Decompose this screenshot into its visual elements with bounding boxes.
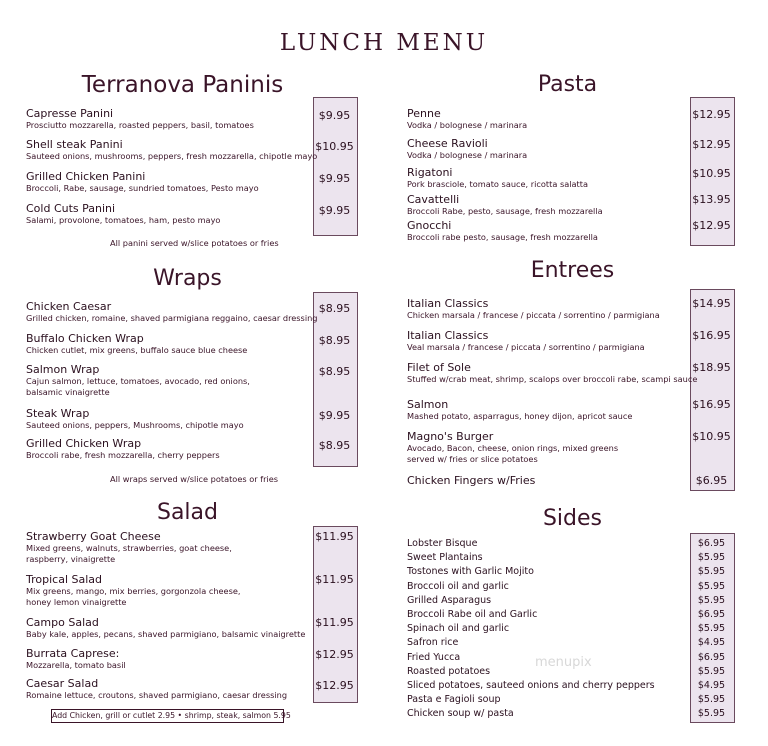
item-name: Campo Salad — [26, 616, 99, 629]
item-name: Penne — [407, 107, 441, 120]
menu-item — [26, 363, 250, 398]
menu-item — [407, 398, 632, 422]
item-name: Buffalo Chicken Wrap — [26, 332, 144, 345]
pasta-heading: Pasta — [537, 72, 598, 97]
sides-heading: Sides — [542, 506, 603, 531]
menu-item — [26, 202, 220, 226]
item-price: $11.95 — [315, 573, 354, 586]
side-item-name: Lobster Bisque — [407, 538, 478, 549]
side-item-name: Fried Yucca — [407, 652, 461, 663]
item-name: Tropical Salad — [26, 573, 102, 586]
entrees-price-column — [690, 289, 735, 491]
item-description: Romaine lettuce, croutons, shaved parmigiano, caesar dressing — [26, 690, 288, 700]
item-description: balsamic vinaigrette — [26, 387, 110, 397]
side-item-name: Spinach oil and garlic — [407, 623, 510, 634]
item-description: Chicken cutlet, mix greens, buffalo sauce blue cheese — [26, 345, 248, 355]
item-name: Chicken Caesar — [26, 300, 112, 313]
item-price: $11.95 — [315, 530, 354, 543]
item-name: Burrata Caprese: — [26, 647, 120, 660]
wraps-heading: Wraps — [153, 266, 222, 291]
side-item-price: $4.95 — [697, 637, 726, 648]
addon-note: Add Chicken, grill or cutlet 2.95 • shrimp, steak, salmon 5.95 — [51, 709, 284, 723]
item-price: $14.95 — [692, 297, 731, 310]
side-item-name: Roasted potatoes — [407, 666, 491, 677]
item-description: Vodka / bolognese / marinara — [407, 150, 528, 160]
item-name: Gnocchi — [407, 219, 452, 232]
item-description: Baby kale, apples, pecans, shaved parmigiano, balsamic vinaigrette — [26, 629, 306, 639]
side-item-price: $5.95 — [697, 581, 726, 592]
item-price: $8.95 — [318, 302, 351, 315]
item-description: Mozzarella, tomato basil — [26, 660, 126, 670]
side-item-price: $5.95 — [697, 566, 726, 577]
item-price: $11.95 — [315, 616, 354, 629]
item-price: $12.95 — [692, 138, 731, 151]
item-name: Capresse Panini — [26, 107, 114, 120]
item-description: Pork brasciole, tomato sauce, ricotta salatta — [407, 179, 588, 189]
side-item-price: $6.95 — [697, 538, 726, 549]
item-description: honey lemon vinaigrette — [26, 597, 127, 607]
item-description: Broccoli rabe pesto, sausage, fresh mozzarella — [407, 232, 598, 242]
item-description: Broccoli rabe, fresh mozzarella, cherry peppers — [26, 450, 220, 460]
menu-item — [26, 647, 126, 671]
item-name: Caesar Salad — [26, 677, 99, 690]
item-name: Salmon Wrap — [26, 363, 100, 376]
item-price: $12.95 — [692, 219, 731, 232]
item-description: Prosciutto mozzarella, roasted peppers, basil, tomatoes — [26, 120, 254, 130]
item-price: $8.95 — [318, 334, 351, 347]
side-item-price: $5.95 — [697, 623, 726, 634]
item-price: $12.95 — [315, 648, 354, 661]
item-price: $9.95 — [318, 109, 351, 122]
side-item-price: $5.95 — [697, 666, 726, 677]
item-description: Salami, provolone, tomatoes, ham, pesto mayo — [26, 215, 221, 225]
page-title: LUNCH MENU — [279, 30, 489, 56]
item-description: Sauteed onions, mushrooms, peppers, fresh mozzarella, chipotle mayo — [26, 151, 318, 161]
item-description: Cajun salmon, lettuce, tomatoes, avocado, red onions, — [26, 376, 250, 386]
menu-item — [26, 138, 317, 162]
side-item-name: Grilled Asparagus — [407, 595, 492, 606]
paninis-note: All panini served w/slice potatoes or fries — [110, 238, 279, 248]
side-item-price: $5.95 — [697, 694, 726, 705]
menu-item — [26, 530, 232, 565]
item-price: $16.95 — [692, 329, 731, 342]
side-item-name: Sweet Plantains — [407, 552, 483, 563]
menu-item — [26, 437, 220, 461]
salad-heading: Salad — [156, 500, 218, 525]
item-price: $9.95 — [318, 172, 351, 185]
menu-item — [26, 407, 244, 431]
item-price: $6.95 — [695, 474, 728, 487]
item-name: Cold Cuts Panini — [26, 202, 116, 215]
item-price: $9.95 — [318, 204, 351, 217]
item-name: Steak Wrap — [26, 407, 90, 420]
item-description: Sauteed onions, peppers, Mushrooms, chipotle mayo — [26, 420, 244, 430]
item-price: $13.95 — [692, 193, 731, 206]
item-description: Mixed greens, walnuts, strawberries, goat cheese, — [26, 543, 232, 553]
menu-item — [26, 616, 305, 640]
item-name: Cheese Ravioli — [407, 137, 488, 150]
item-price: $10.95 — [315, 140, 354, 153]
paninis-heading: Terranova Paninis — [81, 72, 284, 98]
menu-item — [407, 107, 527, 131]
salad-price-column — [313, 526, 358, 703]
item-name: Shell steak Panini — [26, 138, 123, 151]
wraps-note: All wraps served w/slice potatoes or fries — [110, 474, 279, 484]
watermark: menupix — [535, 655, 592, 670]
item-price: $8.95 — [318, 439, 351, 452]
side-item-price: $5.95 — [697, 708, 726, 719]
item-description: Broccoli, Rabe, sausage, sundried tomatoes, Pesto mayo — [26, 183, 259, 193]
item-name: Chicken Fingers w/Fries — [407, 474, 536, 487]
menu-item — [26, 573, 241, 608]
menu-item — [407, 430, 618, 465]
side-item-price: $6.95 — [697, 652, 726, 663]
item-price: $12.95 — [692, 108, 731, 121]
menu-item — [407, 137, 527, 161]
item-name: Strawberry Goat Cheese — [26, 530, 161, 543]
item-price: $16.95 — [692, 398, 731, 411]
item-name: Rigatoni — [407, 166, 453, 179]
item-description: Mix greens, mango, mix berries, gorgonzola cheese, — [26, 586, 241, 596]
side-item-name: Safron rice — [407, 637, 459, 648]
item-price: $18.95 — [692, 361, 731, 374]
item-name: Grilled Chicken Panini — [26, 170, 146, 183]
side-item-name: Sliced potatoes, sauteed onions and cherry peppers — [407, 680, 655, 691]
menu-item — [407, 219, 598, 243]
menu-item — [407, 329, 645, 353]
side-item-name: Broccoli Rabe oil and Garlic — [407, 609, 538, 620]
menu-item — [26, 677, 287, 701]
item-description: served w/ fries or slice potatoes — [407, 454, 538, 464]
item-description: Avocado, Bacon, cheese, onion rings, mixed greens — [407, 443, 619, 453]
item-description: Chicken marsala / francese / piccata / sorrentino / parmigiana — [407, 310, 660, 320]
side-item-price: $4.95 — [697, 680, 726, 691]
item-name: Italian Classics — [407, 297, 489, 310]
item-name: Grilled Chicken Wrap — [26, 437, 142, 450]
item-name: Salmon — [407, 398, 449, 411]
entrees-heading: Entrees — [530, 258, 615, 283]
item-name: Filet of Sole — [407, 361, 471, 374]
item-price: $10.95 — [692, 430, 731, 443]
menu-item — [407, 193, 603, 217]
menu-item — [407, 166, 588, 190]
menu-item — [407, 361, 697, 385]
side-item-name: Pasta e Fagioli soup — [407, 694, 501, 705]
item-description: raspberry, vinaigrette — [26, 554, 116, 564]
item-name: Italian Classics — [407, 329, 489, 342]
menu-item — [26, 107, 254, 131]
side-item-price: $6.95 — [697, 609, 726, 620]
item-price: $9.95 — [318, 409, 351, 422]
menu-item — [26, 170, 259, 194]
side-item-price: $5.95 — [697, 595, 726, 606]
side-item-name: Chicken soup w/ pasta — [407, 708, 514, 719]
item-description: Grilled chicken, romaine, shaved parmigiana reggaino, caesar dressing — [26, 313, 318, 323]
menu-item — [407, 297, 660, 321]
item-price: $10.95 — [692, 167, 731, 180]
menu-item — [26, 300, 318, 324]
item-description: Veal marsala / francese / piccata / sorrentino / parmigiana — [407, 342, 645, 352]
item-name: Magno's Burger — [407, 430, 494, 443]
item-description: Mashed potato, asparragus, honey dijon, apricot sauce — [407, 411, 633, 421]
menu-item — [26, 332, 247, 356]
side-item-price: $5.95 — [697, 552, 726, 563]
item-description: Stuffed w/crab meat, shrimp, scalops over broccoli rabe, scampi sauce — [407, 374, 698, 384]
item-name: Cavattelli — [407, 193, 460, 206]
side-item-name: Tostones with Garlic Mojito — [407, 566, 534, 577]
item-description: Broccoli Rabe, pesto, sausage, fresh mozzarella — [407, 206, 603, 216]
menu-item — [407, 474, 535, 487]
side-item-name: Broccoli oil and garlic — [407, 581, 509, 592]
item-price: $12.95 — [315, 679, 354, 692]
item-description: Vodka / bolognese / marinara — [407, 120, 528, 130]
item-price: $8.95 — [318, 365, 351, 378]
